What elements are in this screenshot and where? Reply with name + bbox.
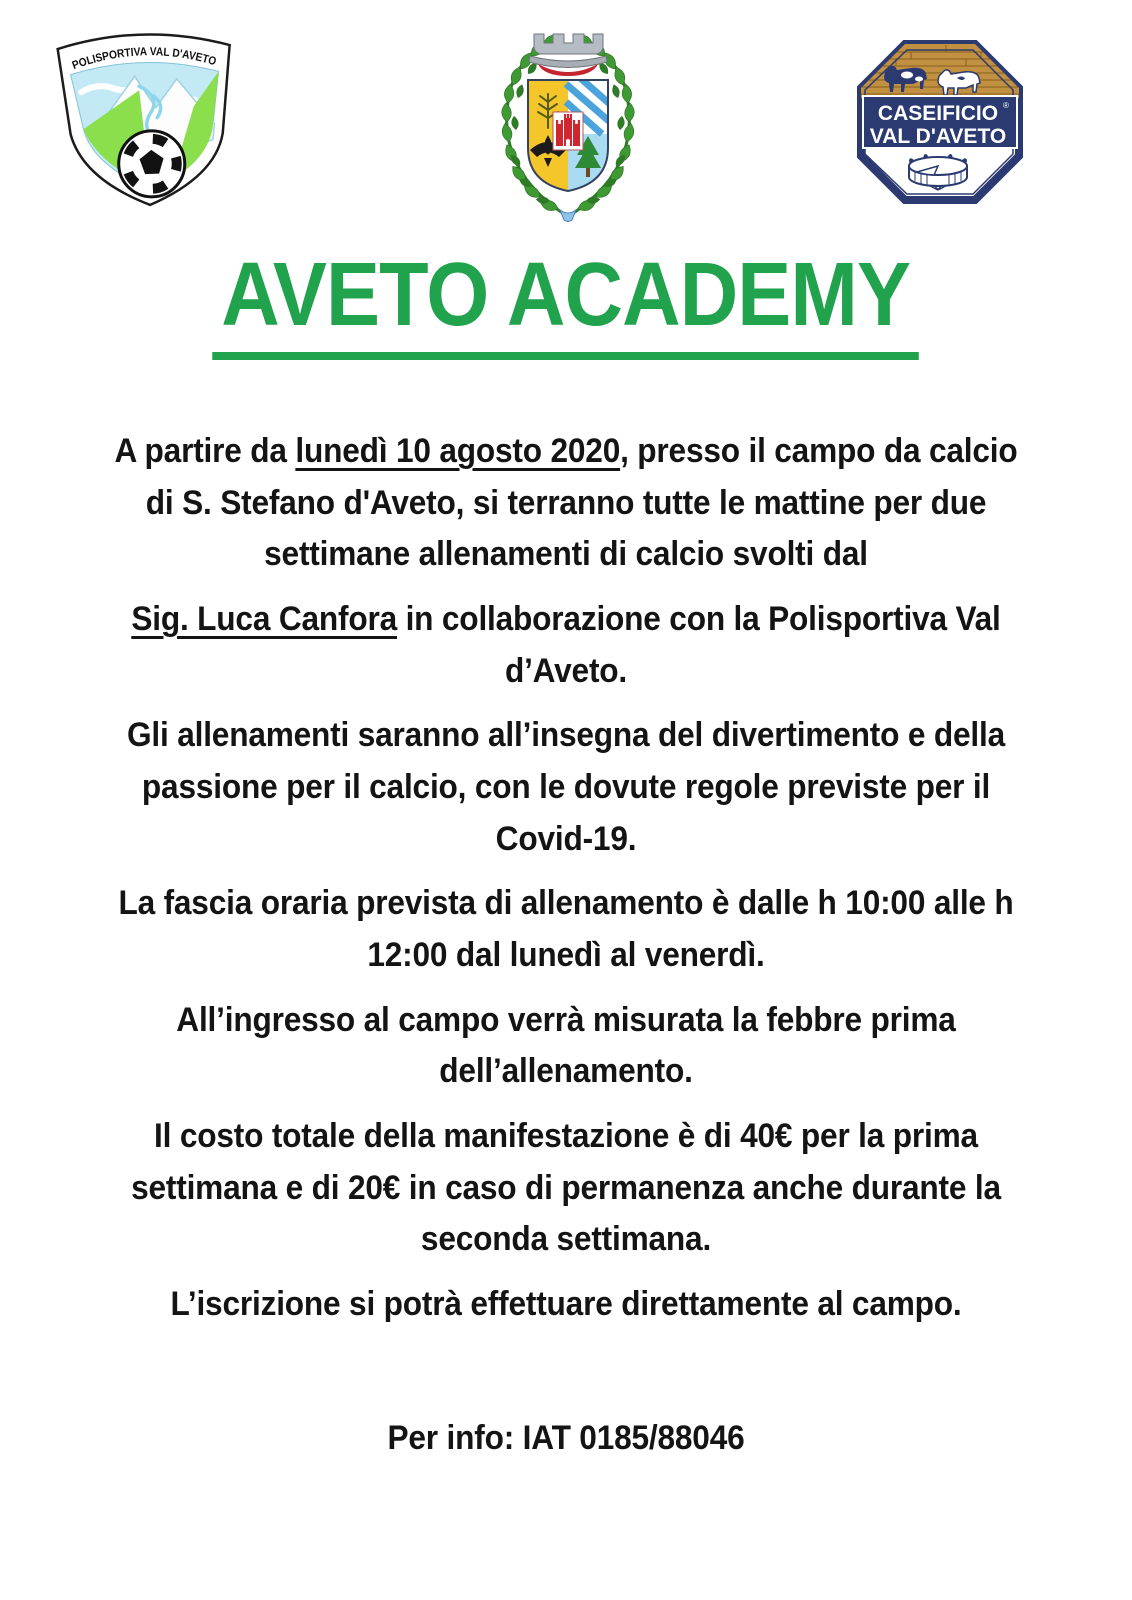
wreath-ribbon <box>560 210 576 222</box>
flyer-body <box>111 426 1021 1477</box>
page-title: AVETO ACADEMY <box>213 250 920 360</box>
quartered-shield <box>528 76 612 194</box>
soccer-ball-icon <box>118 130 186 198</box>
title-row <box>0 245 1132 360</box>
paragraph-temperature-check: All’ingresso al campo verrà misurata la febbre prima dell’allenamento. <box>176 1000 956 1091</box>
registered-mark: ® <box>1003 101 1009 110</box>
paragraph-start-date <box>111 426 1021 581</box>
paragraph-registration: L’iscrizione si potrà effettuare direttamente al campo. <box>170 1285 962 1324</box>
p2-coach-underlined: Sig. Luca Canfora <box>131 600 397 639</box>
comune-santo-stefano-daveto-coat-of-arms <box>472 10 664 230</box>
caseificio-text-line2: VAL D'AVETO <box>869 125 1007 148</box>
mural-crown <box>529 34 607 68</box>
polisportiva-val-daveto-crest-logo <box>42 14 250 216</box>
p1-date-underlined: lunedì 10 agosto 2020 <box>295 432 621 470</box>
info-phone-line: Per info: IAT 0185/88046 <box>387 1418 745 1457</box>
p2-post: in collaborazione con la Polisportiva Val d’Aveto. <box>396 600 1001 690</box>
caseificio-text-line1: CASEIFICIO <box>877 102 999 125</box>
paragraph-cost: Il costo totale della manifestazione è di 40€ per la prima settimana e di 20€ in caso di permanenza anche durante la seconda settimana. <box>131 1117 1001 1259</box>
paragraph-fun-covid: Gli allenamenti saranno all’insegna del divertimento e della passione per il calcio, con le dovute regole previste per il Covid-19. <box>126 716 1005 858</box>
paragraph-coach <box>111 594 1021 697</box>
p1-post: , presso il campo da calcio di S. Stefano d'Aveto, si terranno tutte le mattine per due settimane allenamenti di calcio svolti dal <box>145 432 1018 574</box>
paragraph-schedule: La fascia oraria prevista di allenamento è dalle h 10:00 alle h 12:00 dal lunedì al venerdì. <box>118 884 1014 975</box>
cheese-wheel <box>909 157 967 186</box>
p1-pre: A partire da <box>114 432 296 470</box>
caseificio-val-daveto-logo <box>851 34 1029 210</box>
polisportiva-banner-text: POLISPORTIVA VAL D'AVETO <box>70 46 219 73</box>
